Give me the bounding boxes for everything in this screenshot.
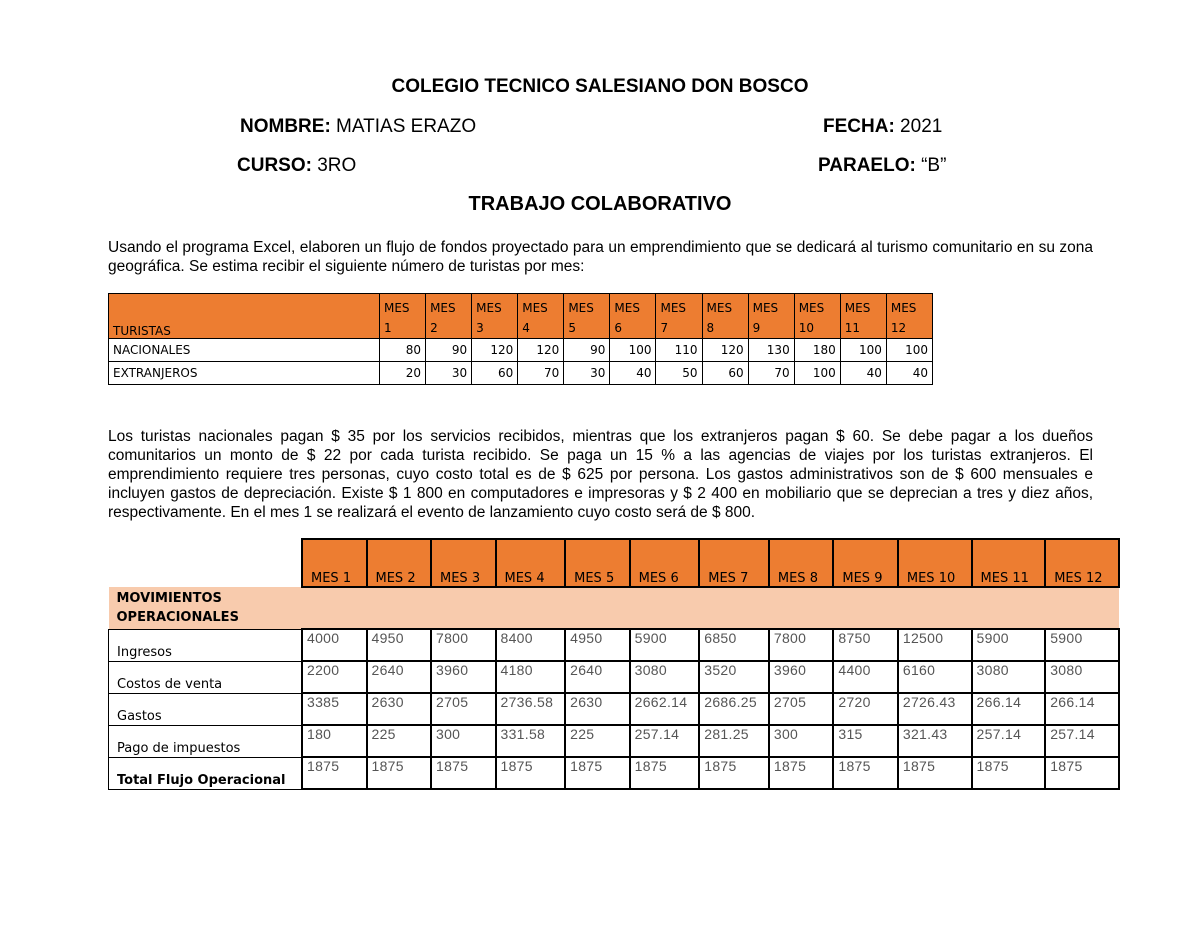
table-cell: 281.25: [699, 725, 769, 757]
table-row: [109, 362, 933, 385]
table-cell: 7800: [431, 629, 496, 661]
table-cell: 1875: [496, 757, 566, 789]
table-cell: 1875: [833, 757, 898, 789]
date-value: 2021: [894, 116, 943, 137]
table-cell: 40: [886, 362, 932, 385]
name-line: [240, 116, 476, 138]
table-cell: 5900: [972, 629, 1046, 661]
month-header: MES 8: [769, 539, 834, 587]
table-cell: 4400: [833, 661, 898, 693]
month-header: MES 1: [380, 294, 426, 339]
name-label: NOMBRE:: [240, 116, 331, 137]
table-cell: 12500: [898, 629, 972, 661]
month-header: MES 7: [699, 539, 769, 587]
month-header: MES 11: [840, 294, 886, 339]
row-label: Costos de venta: [109, 661, 303, 693]
parallel-value: “B”: [915, 155, 947, 176]
operational-flow-table: [108, 538, 1120, 790]
table-cell: 1875: [898, 757, 972, 789]
table-cell: 1875: [431, 757, 496, 789]
table-cell: 4000: [302, 629, 367, 661]
month-header: MES 2: [426, 294, 472, 339]
table-cell: 257.14: [1045, 725, 1119, 757]
description-paragraph: Los turistas nacionales pagan $ 35 por los servicios recibidos, mientras que los extranjeros pagan $ 60. Se debe pagar a los dueños comunitarios un monto de $ 22 por cada turista recibido. Se paga un 15 % a las agencias de viajes por los turistas extranjeros. El emprendimiento requiere tres personas, cuyo costo total es de $ 625 por persona. Los gastos administrativos son de $ 600 mensuales e incluyen gastos de depreciación. Existe $ 1 800 en computadores e impresoras y $ 2 400 en mobiliario que se deprecian a tres y diez años, respectivamente. En el mes 1 se realizará el evento de lanzamiento cuyo costo será de $ 800.: [108, 428, 1093, 521]
table-cell: 110: [656, 339, 702, 362]
table-cell: 8750: [833, 629, 898, 661]
assignment-title: TRABAJO COLABORATIVO: [468, 193, 732, 215]
table-cell: 120: [518, 339, 564, 362]
intro-paragraph: Usando el programa Excel, elaboren un flujo de fondos proyectado para un emprendimiento que se dedicará al turismo comunitario en su zona geográfica. Se estima recibir el siguiente número de turistas por mes:: [108, 239, 1093, 275]
table-row: [109, 725, 1120, 757]
table-cell: 100: [794, 362, 840, 385]
parallel-label: PARAELO:: [818, 155, 916, 176]
row-label: Gastos: [109, 693, 303, 725]
table-cell: 266.14: [972, 693, 1046, 725]
table-row: [109, 339, 933, 362]
table-cell: 2705: [431, 693, 496, 725]
table-cell: 3960: [769, 661, 834, 693]
row-label: Pago de impuestos: [109, 725, 303, 757]
month-header: MES 2: [367, 539, 432, 587]
table-cell: 180: [794, 339, 840, 362]
table-cell: 70: [518, 362, 564, 385]
table-cell: 5900: [1045, 629, 1119, 661]
table-cell: 1875: [972, 757, 1046, 789]
table-cell: 2640: [367, 661, 432, 693]
table-cell: 266.14: [1045, 693, 1119, 725]
month-header: MES 10: [898, 539, 972, 587]
name-value: MATIAS ERAZO: [330, 116, 477, 137]
table-cell: 2630: [565, 693, 630, 725]
month-header: MES 1: [302, 539, 367, 587]
flow-header-row: [109, 539, 1120, 587]
table-cell: 3080: [630, 661, 700, 693]
table-cell: 4950: [565, 629, 630, 661]
month-header: MES 3: [431, 539, 496, 587]
table-cell: 1875: [699, 757, 769, 789]
month-header: MES 6: [610, 294, 656, 339]
table-cell: 7800: [769, 629, 834, 661]
month-header: MES 12: [1045, 539, 1119, 587]
table-cell: 3080: [972, 661, 1046, 693]
row-label: Total Flujo Operacional: [109, 757, 303, 789]
table-cell: 8400: [496, 629, 566, 661]
table-cell: 225: [565, 725, 630, 757]
month-header: MES 5: [565, 539, 630, 587]
table-cell: 80: [380, 339, 426, 362]
table-cell: 300: [431, 725, 496, 757]
parallel-line: [818, 155, 946, 177]
month-header: MES 4: [518, 294, 564, 339]
section-row: [109, 587, 1120, 629]
month-header: MES 10: [794, 294, 840, 339]
date-label: FECHA:: [823, 116, 895, 137]
month-header: MES 11: [972, 539, 1046, 587]
table-cell: 1875: [367, 757, 432, 789]
table-cell: 6160: [898, 661, 972, 693]
table-cell: 1875: [1045, 757, 1119, 789]
table-row: [109, 693, 1120, 725]
table-cell: 2705: [769, 693, 834, 725]
table-cell: 257.14: [630, 725, 700, 757]
table-cell: 2686.25: [699, 693, 769, 725]
table-cell: 40: [610, 362, 656, 385]
flow-corner-cell: [109, 539, 303, 587]
table-cell: 2662.14: [630, 693, 700, 725]
table-cell: 130: [748, 339, 794, 362]
table-cell: 120: [472, 339, 518, 362]
table-cell: 20: [380, 362, 426, 385]
table-cell: 5900: [630, 629, 700, 661]
table-row: [109, 629, 1120, 661]
month-header: MES 3: [472, 294, 518, 339]
table-cell: 90: [426, 339, 472, 362]
table-cell: 50: [656, 362, 702, 385]
table-cell: 2726.43: [898, 693, 972, 725]
table-cell: 315: [833, 725, 898, 757]
month-header: MES 8: [702, 294, 748, 339]
tourists-table: [108, 293, 933, 385]
table-cell: 100: [840, 339, 886, 362]
table-cell: 225: [367, 725, 432, 757]
table-cell: 1875: [302, 757, 367, 789]
table-cell: 2200: [302, 661, 367, 693]
table-cell: 1875: [769, 757, 834, 789]
table-cell: 60: [702, 362, 748, 385]
month-header: MES 5: [564, 294, 610, 339]
row-label: EXTRANJEROS: [109, 362, 380, 385]
course-label: CURSO:: [237, 155, 312, 176]
month-header: MES 4: [496, 539, 566, 587]
table-cell: 331.58: [496, 725, 566, 757]
table-cell: 30: [426, 362, 472, 385]
table-cell: 180: [302, 725, 367, 757]
date-line: [823, 116, 942, 138]
month-header: MES 12: [886, 294, 932, 339]
table-cell: 3385: [302, 693, 367, 725]
table-cell: 3520: [699, 661, 769, 693]
total-row: [109, 757, 1120, 789]
month-header: MES 7: [656, 294, 702, 339]
month-header: MES 9: [833, 539, 898, 587]
table-cell: 120: [702, 339, 748, 362]
row-label: Ingresos: [109, 629, 303, 661]
table-cell: 1875: [630, 757, 700, 789]
table-cell: 30: [564, 362, 610, 385]
table-cell: 6850: [699, 629, 769, 661]
table-cell: 300: [769, 725, 834, 757]
month-header: MES 9: [748, 294, 794, 339]
table-cell: 90: [564, 339, 610, 362]
table-row: [109, 661, 1120, 693]
table-cell: 4180: [496, 661, 566, 693]
school-title: COLEGIO TECNICO SALESIANO DON BOSCO: [391, 76, 809, 97]
table-cell: 1875: [565, 757, 630, 789]
table-cell: 70: [748, 362, 794, 385]
table-cell: 100: [886, 339, 932, 362]
month-header: MES 6: [630, 539, 700, 587]
table-cell: 40: [840, 362, 886, 385]
tourists-corner-cell: TURISTAS: [109, 294, 380, 339]
table-cell: 4950: [367, 629, 432, 661]
table-cell: 3080: [1045, 661, 1119, 693]
table-cell: 3960: [431, 661, 496, 693]
table-cell: 2736.58: [496, 693, 566, 725]
course-value: 3RO: [311, 155, 357, 176]
table-cell: 100: [610, 339, 656, 362]
table-cell: 2640: [565, 661, 630, 693]
table-cell: 257.14: [972, 725, 1046, 757]
section-label: MOVIMIENTOS OPERACIONALES: [109, 587, 1120, 629]
course-line: [237, 155, 356, 177]
table-cell: 60: [472, 362, 518, 385]
table-cell: 2720: [833, 693, 898, 725]
row-label: NACIONALES: [109, 339, 380, 362]
tourists-header-row: [109, 294, 933, 339]
table-cell: 2630: [367, 693, 432, 725]
table-cell: 321.43: [898, 725, 972, 757]
